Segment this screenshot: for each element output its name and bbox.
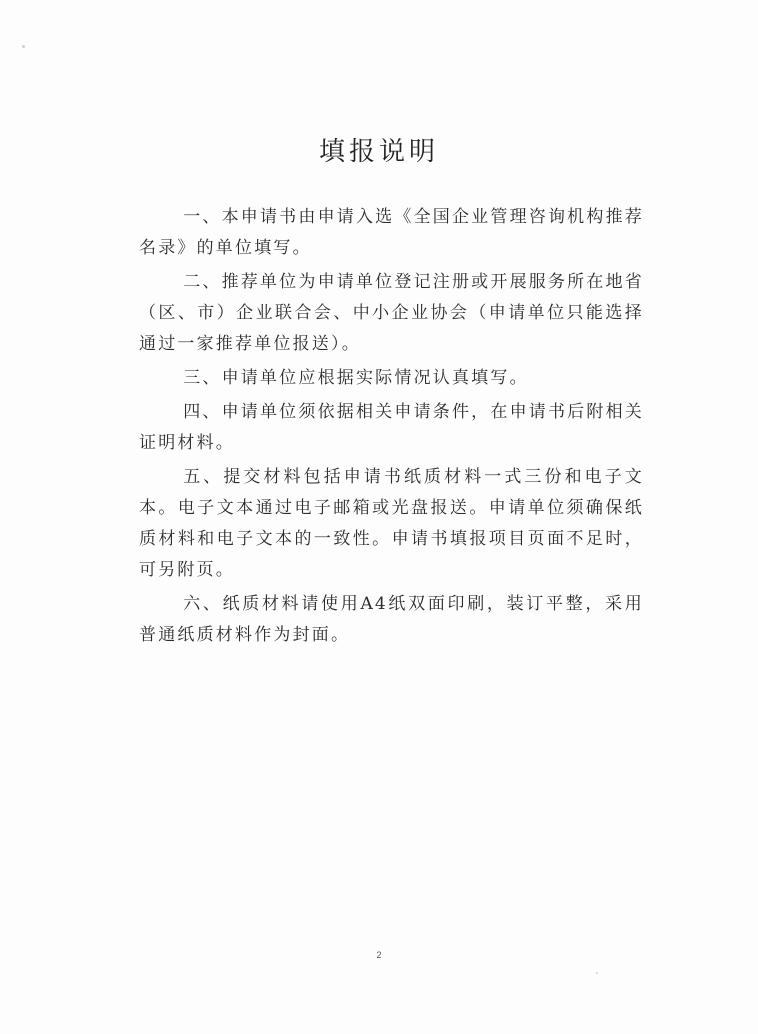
instruction-paragraph-3: 三、申请单位应根据实际情况认真填写。 (183, 368, 529, 388)
instruction-paragraph-6: 六、纸质材料请使用A4纸双面印刷，装订平整，采用普通纸质材料作为封面。 (139, 594, 644, 645)
instructions-body (139, 202, 644, 654)
instruction-paragraph-1: 一、本申请书由申请入选《全国企业管理咨询机构推荐名录》的单位填写。 (139, 207, 644, 258)
instruction-paragraph-4: 四、申请单位须依据相关申请条件，在申请书后附相关证明材料。 (139, 402, 644, 453)
scan-speck (596, 972, 598, 974)
scan-speck (22, 45, 25, 48)
instruction-paragraph-5: 五、提交材料包括申请书纸质材料一式三份和电子文本。电子文本通过电子邮箱或光盘报送。申请单位须确保纸质材料和电子文本的一致性。申请书填报项目页面不足时，可另附页。 (139, 467, 644, 580)
page-number: 2 (376, 950, 382, 960)
page-title: 填报说明 (318, 137, 439, 167)
instruction-paragraph-2: 二、推荐单位为申请单位登记注册或开展服务所在地省（区、市）企业联合会、中小企业协会（申请单位只能选择通过一家推荐单位报送）。 (139, 272, 644, 354)
